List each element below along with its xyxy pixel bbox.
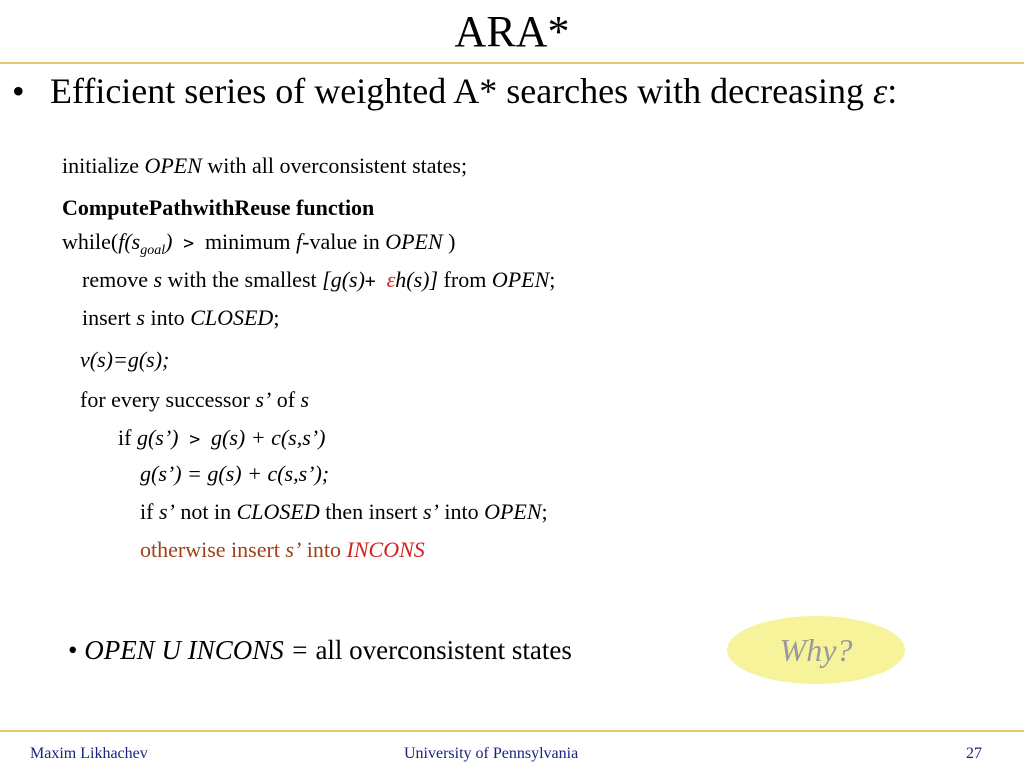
code-text: while(: [62, 229, 119, 254]
code-s-prime: s’: [422, 499, 439, 524]
code-open: OPEN: [144, 153, 202, 178]
code-s-prime: s’: [158, 499, 175, 524]
code-text: if: [140, 499, 159, 524]
code-text: into: [144, 305, 191, 330]
code-open: OPEN: [385, 229, 443, 254]
code-h-s: h(s)]: [395, 267, 439, 292]
code-text: into: [438, 499, 485, 524]
code-g-plus-c: g(s) + c(s,s’): [211, 425, 326, 450]
code-s: s: [153, 267, 163, 292]
code-s: s: [300, 387, 310, 412]
code-line-remove: [82, 266, 555, 296]
code-text: if: [118, 425, 137, 450]
code-g-assign: g(s’) = g(s) + c(s,s’);: [140, 461, 330, 486]
footer-institution: University of Pennsylvania: [404, 745, 579, 762]
code-text: ;: [549, 267, 556, 292]
code-closed: CLOSED: [236, 499, 320, 524]
code-line-initialize: [62, 152, 467, 180]
code-closed: CLOSED: [190, 305, 274, 330]
code-line-for-every: [80, 386, 309, 414]
code-gt: >: [178, 429, 212, 450]
code-text: not in: [174, 499, 237, 524]
bullet-marker: •: [68, 635, 78, 665]
code-f-s: f(s: [118, 229, 141, 254]
code-s-prime: s’: [255, 387, 272, 412]
code-s-prime: s’: [285, 537, 302, 562]
code-text: ;: [541, 499, 548, 524]
slide-title: ARA*: [454, 7, 570, 56]
code-line-while: [62, 228, 456, 258]
code-s: s: [136, 305, 145, 330]
code-text: initialize: [62, 153, 145, 178]
code-subscript-goal: goal: [140, 243, 166, 258]
code-g-s-prime: g(s’): [136, 425, 179, 450]
code-plus: +: [364, 271, 387, 292]
code-text: of: [271, 387, 301, 412]
code-line-if-not-closed: [140, 498, 548, 526]
code-text: with all overconsistent states;: [201, 153, 468, 178]
code-text: minimum: [204, 229, 296, 254]
code-line-insert-closed: [82, 304, 279, 332]
code-open: OPEN: [491, 267, 550, 292]
code-text: otherwise insert: [140, 537, 286, 562]
code-text: then insert: [319, 499, 423, 524]
code-text: -value in: [302, 229, 386, 254]
footer-page-number: 27: [966, 745, 982, 762]
epsilon-symbol: ε: [873, 71, 888, 111]
code-text: ): [165, 229, 173, 254]
code-text: for every successor: [80, 387, 256, 412]
main-bullet-text: Efficient series of weighted A* searches with decreasing: [50, 71, 874, 111]
code-text: with the smallest: [162, 267, 323, 292]
code-g-s: g(s): [330, 267, 365, 292]
open-union-incons: OPEN U INCONS =: [77, 635, 316, 665]
code-line-if-g: [118, 424, 325, 454]
code-text: remove: [82, 267, 154, 292]
code-f: f: [296, 229, 303, 254]
code-line-g-assign: [140, 460, 329, 488]
code-incons: INCONS: [346, 537, 425, 562]
title-divider: [0, 62, 1024, 64]
code-text: insert: [82, 305, 137, 330]
footer-divider: [0, 730, 1024, 732]
bullet-marker: •: [12, 71, 25, 111]
code-text: from: [438, 267, 492, 292]
main-bullet: [12, 68, 897, 114]
code-epsilon: ε: [386, 267, 396, 292]
code-text: ;: [273, 305, 280, 330]
why-callout: Why?: [727, 616, 905, 684]
code-open: OPEN: [484, 499, 542, 524]
secondary-bullet: [68, 630, 572, 670]
code-v-assign: v(s)=g(s);: [80, 347, 170, 372]
code-line-function-name: [62, 194, 374, 222]
function-name: ComputePathwithReuse function: [62, 195, 375, 220]
code-text: into: [301, 537, 347, 562]
code-gt: >: [172, 233, 205, 254]
footer-author: Maxim Likhachev: [30, 745, 148, 762]
code-bracket: [: [322, 267, 331, 292]
code-line-v-assign: [80, 346, 169, 374]
secondary-bullet-text: all overconsistent states: [315, 635, 572, 665]
code-line-otherwise: [140, 536, 425, 564]
main-bullet-colon: :: [887, 71, 898, 111]
code-text: ): [442, 229, 456, 254]
